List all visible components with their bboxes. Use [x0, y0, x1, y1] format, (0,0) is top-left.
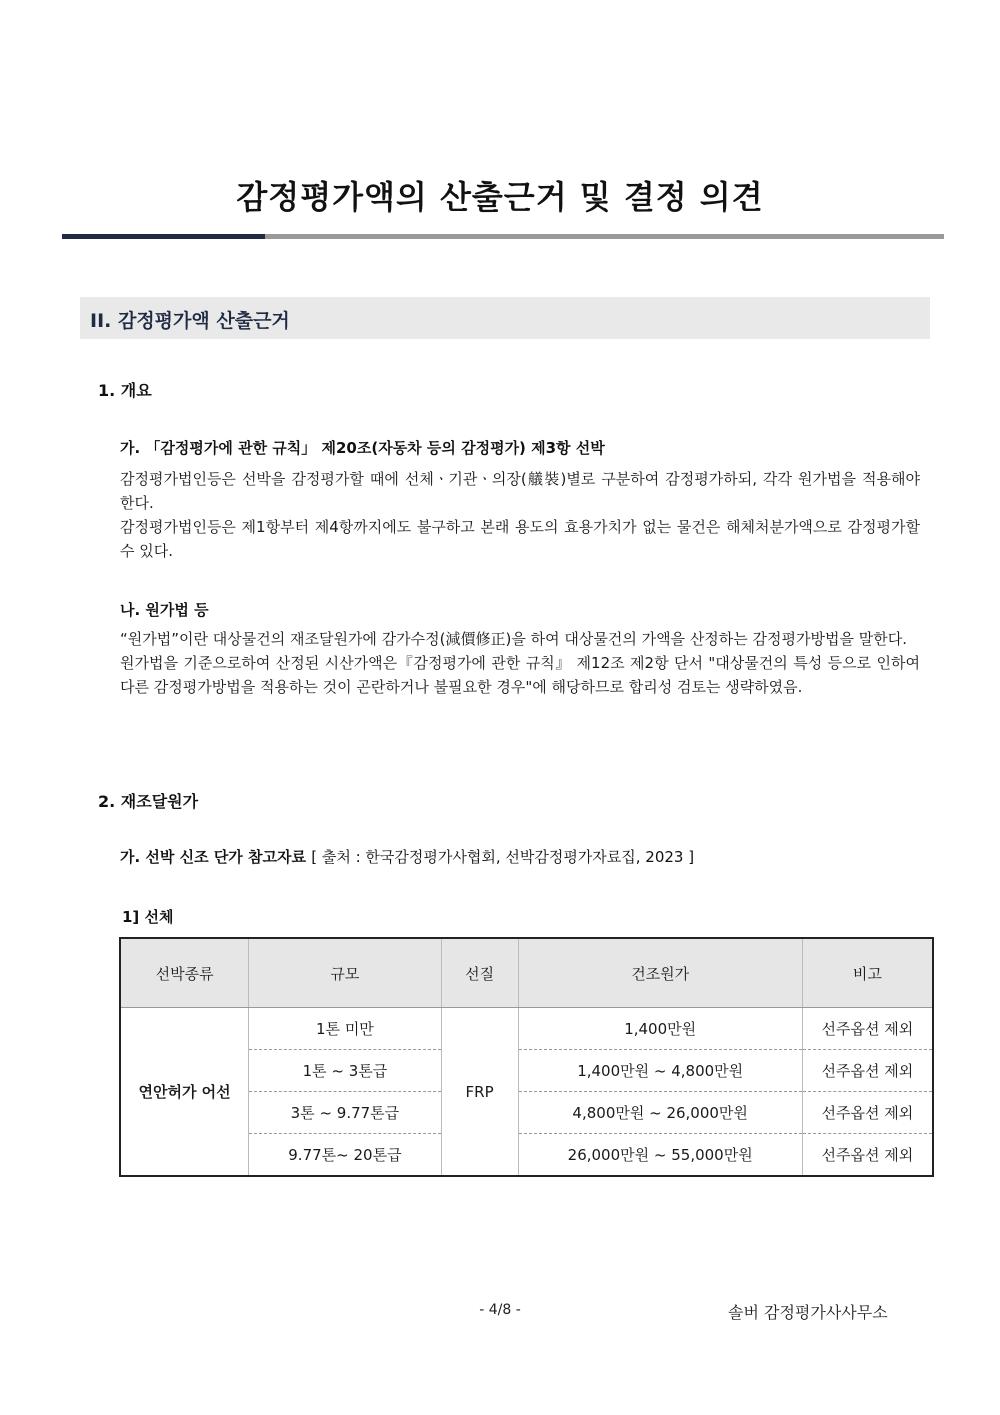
heading-reference-data [120, 846, 694, 867]
office-name: 솔버 감정평가사사무소 [728, 1303, 888, 1322]
note-cell: 선주옵션 제외 [802, 1050, 933, 1092]
note-cell: 선주옵션 제외 [802, 1008, 933, 1050]
document-title: 감정평가액의 산출근거 및 결정 의견 [236, 178, 764, 216]
heading-cost-method: 나. 원가법 등 [120, 601, 209, 619]
cost-cell: 26,000만원 ~ 55,000만원 [518, 1134, 802, 1177]
title-divider [62, 234, 944, 239]
table-header-row [120, 938, 933, 1008]
reference-source: [ 출처 : 한국감정평가사협회, 선박감정평가자료집, 2023 ] [311, 848, 695, 866]
scale-cell: 3톤 ~ 9.77톤급 [249, 1092, 442, 1134]
column-header: 비고 [802, 938, 933, 1008]
paragraph-text: “원가법”이란 대상물건의 재조달원가에 감가수정(減價修正)을 하여 대상물건의 가액을 산정하는 감정평가방법을 말한다. [120, 630, 907, 648]
material-cell: FRP [441, 1008, 518, 1177]
page-number: - 4/8 - [479, 1302, 521, 1318]
table-row [120, 1008, 933, 1050]
column-header: 규모 [249, 938, 442, 1008]
note-cell: 선주옵션 제외 [802, 1092, 933, 1134]
scale-cell: 1톤 ~ 3톤급 [249, 1050, 442, 1092]
section-header [80, 297, 930, 339]
paragraph-cost-method [120, 627, 920, 699]
column-header: 건조원가 [518, 938, 802, 1008]
heading-overview: 1. 개요 [98, 381, 152, 400]
paragraph-rule-article [120, 467, 920, 563]
paragraph-text: 원가법을 기준으로하여 산정된 시산가액은『감정평가에 관한 규칙』 제12조 제2항 단서 "대상물건의 특성 등으로 인하여 다른 감정평가방법을 적용하는 것이 곤란하거나 불필요한 경우"에 해당하므로 합리성 검토는 생략하였음. [120, 654, 920, 696]
scale-cell: 1톤 미만 [249, 1008, 442, 1050]
cost-cell: 1,400만원 [518, 1008, 802, 1050]
section-title: II. 감정평가액 산출근거 [90, 310, 290, 332]
column-header: 선박종류 [120, 938, 249, 1008]
column-header: 선질 [441, 938, 518, 1008]
note-cell: 선주옵션 제외 [802, 1134, 933, 1177]
hull-cost-table [119, 937, 934, 1177]
heading-replacement-cost: 2. 재조달원가 [98, 792, 199, 811]
cost-cell: 1,400만원 ~ 4,800만원 [518, 1050, 802, 1092]
ship-type-cell: 연안허가 어선 [138, 1083, 231, 1101]
cost-cell: 4,800만원 ~ 26,000만원 [518, 1092, 802, 1134]
paragraph-text: 감정평가법인등은 제1항부터 제4항까지에도 불구하고 본래 용도의 효용가치가 없는 물건은 해체처분가액으로 감정평가할 수 있다. [120, 518, 920, 560]
scale-cell: 9.77톤~ 20톤급 [249, 1134, 442, 1177]
reference-heading-text: 가. 선박 신조 단가 참고자료 [120, 848, 306, 866]
heading-hull: 1] 선체 [122, 908, 174, 926]
paragraph-text: 감정평가법인등은 선박을 감정평가할 때에 선체ㆍ기관ㆍ의장(艤裝)별로 구분하여 감정평가하되, 각각 원가법을 적용해야 한다. [120, 470, 920, 512]
heading-rule-article: 가. 「감정평가에 관한 규칙」 제20조(자동차 등의 감정평가) 제3항 선박 [120, 439, 605, 457]
